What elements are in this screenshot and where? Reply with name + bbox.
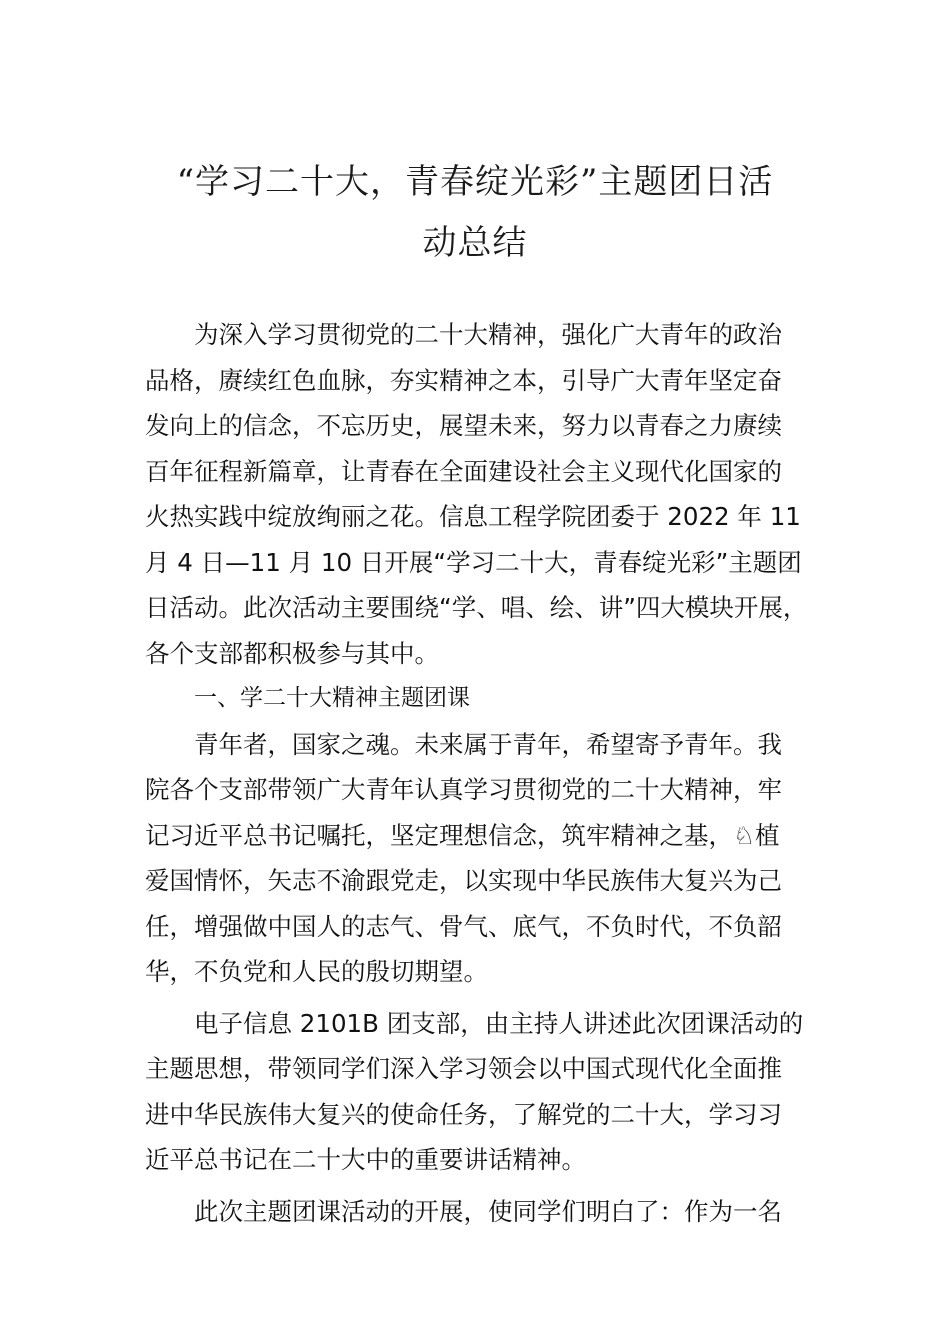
paragraph-line: 发向上的信念，不忘历史，展望未来，努力以青春之力赓续: [145, 411, 782, 440]
paragraph-line: 爱国情怀，矢志不渝跟党走，以实现中华民族伟大复兴为己: [145, 866, 782, 895]
section-heading: 一、学二十大精神主题团课: [194, 685, 470, 711]
paragraph-line: 记习近平总书记嘱托，坚定理想信念，筑牢精神之基，♘植: [145, 820, 780, 850]
paragraph-line: 电子信息 2101B 团支部，由主持人讲述此次团课活动的: [194, 1008, 804, 1038]
document-title-line1: “学习二十大，青春绽光彩”主题团日活: [176, 162, 774, 202]
paragraph-line: 火热实践中绽放绚丽之花。信息工程学院团委于 2022 年 11: [145, 502, 801, 531]
paragraph-line: 日活动。此次活动主要围绕“学、唱、绘、讲”四大模块开展，: [145, 593, 808, 622]
paragraph-outcome: [145, 1189, 835, 1235]
paragraph-line: 品格，赓续红色血脉，夯实精神之本，引导广大青年坚定奋: [145, 365, 782, 395]
paragraph-line: 为深入学习贯彻党的二十大精神，强化广大青年的政治: [194, 320, 782, 349]
paragraph-line: 月 4 日—11 月 10 日开展“学习二十大，青春绽光彩”主题团: [145, 547, 802, 577]
paragraph-line: 百年征程新篇章，让青春在全面建设社会主义现代化国家的: [145, 456, 782, 486]
paragraph-line: 进中华民族伟大复兴的使命任务，了解党的二十大，学习习: [145, 1099, 782, 1129]
paragraph-line: 近平总书记在二十大中的重要讲话精神。: [145, 1145, 586, 1174]
paragraph-line: 院各个支部带领广大青年认真学习贯彻党的二十大精神，牢: [145, 775, 782, 804]
paragraph-line: 此次主题团课活动的开展，使同学们明白了：作为一名: [194, 1196, 782, 1226]
paragraph-line: 主题思想，带领同学们深入学习领会以中国式现代化全面推: [145, 1054, 782, 1083]
document-body: [145, 312, 835, 1234]
paragraph-intro: [145, 312, 835, 676]
paragraph-line: 青年者，国家之魂。未来属于青年，希望寄予青年。我: [194, 729, 782, 759]
document-title-line2: 动总结: [422, 223, 528, 263]
paragraph-line: 任，增强做中国人的志气、骨气、底气，不负时代，不负韶: [145, 911, 782, 941]
paragraph-branch: [145, 1001, 835, 1183]
paragraph-line: 各个支部都积极参与其中。: [145, 638, 439, 668]
paragraph-line: 华，不负党和人民的殷切期望。: [145, 957, 488, 986]
paragraph-youth: [145, 722, 835, 995]
